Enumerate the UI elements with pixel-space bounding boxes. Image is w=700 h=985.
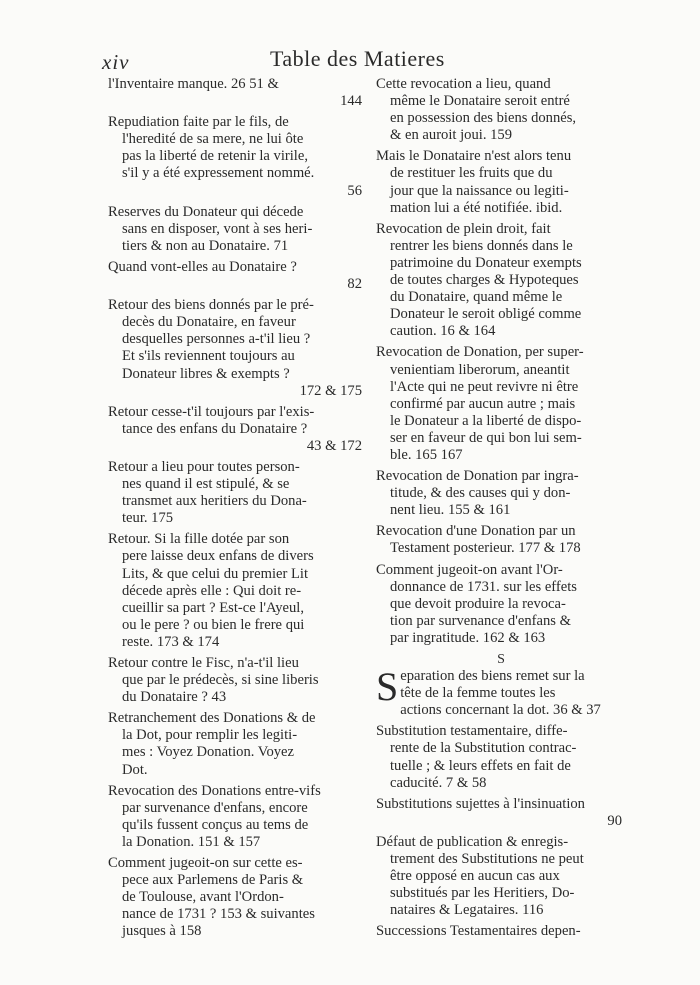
entry-line: tion par survenance d'enfans & bbox=[390, 612, 571, 629]
entry-line: tuelle ; & leurs effets en fait de bbox=[390, 757, 571, 774]
entry-line: jour que la naissance ou legiti- bbox=[390, 182, 569, 199]
entry-line: Quand vont-elles au Donataire ? bbox=[108, 258, 297, 275]
entry-line: de restituer les fruits que du bbox=[390, 165, 553, 182]
index-entry bbox=[108, 404, 366, 455]
entry-line: caducité. 7 & 58 bbox=[390, 774, 487, 791]
entry-line: cueillir sa part ? Est-ce l'Ayeul, bbox=[122, 599, 305, 616]
entry-line: Retour des biens donnés par le pré- bbox=[108, 297, 314, 314]
entry-line: 82 bbox=[347, 276, 362, 293]
entry-line: la Dot, pour remplir les legiti- bbox=[122, 727, 298, 744]
entry-line: actions concernant la dot. 36 & 37 bbox=[400, 702, 601, 719]
entry-line: Retour contre le Fisc, n'a-t'il lieu bbox=[108, 655, 299, 671]
index-entry bbox=[108, 459, 366, 527]
entry-line: Repudiation faite par le fils, de bbox=[108, 114, 289, 131]
index-entry bbox=[108, 710, 366, 778]
entry-line: Retour. Si la fille dotée par son bbox=[108, 531, 290, 548]
entry-line: donnance de 1731. sur les effets bbox=[390, 578, 577, 595]
right-column bbox=[376, 76, 626, 945]
entry-line: pas la liberté de retenir la virile, bbox=[122, 148, 308, 165]
entry-line: du Donataire ? 43 bbox=[122, 689, 227, 706]
entry-line: pece aux Parlemens de Paris & bbox=[122, 872, 304, 889]
entry-line: Substitution testamentaire, diffe- bbox=[376, 723, 568, 740]
index-entry bbox=[108, 259, 366, 293]
index-entry bbox=[376, 523, 626, 557]
index-entry bbox=[376, 562, 626, 647]
entry-line: Reserves du Donateur qui décede bbox=[108, 203, 304, 220]
entry-line: ou le pere ? ou bien le frere qui bbox=[122, 616, 305, 633]
entry-line: Revocation de Donation, per super- bbox=[376, 344, 584, 361]
running-head: Table des Matieres bbox=[270, 46, 445, 71]
entry-line: Retour cesse-t'il toujours par l'exis- bbox=[108, 403, 315, 420]
entry-line: ser en faveur de qui bon lui sem- bbox=[390, 429, 582, 446]
entry-line: Revocation des Donations entre-vifs bbox=[108, 782, 321, 799]
entry-line: le Donateur a la liberté de dispo- bbox=[390, 412, 582, 429]
entry-line: s'il y a été expressement nommé. bbox=[122, 165, 315, 182]
entry-line: Retour a lieu pour toutes person- bbox=[108, 458, 300, 475]
entry-line: Comment jugeoit-on avant l'Or- bbox=[376, 561, 563, 578]
entry-line: 56 bbox=[347, 182, 362, 199]
entry-line: jusques à 158 bbox=[122, 923, 202, 940]
entry-line: Défaut de publication & enregis- bbox=[376, 833, 569, 850]
index-entry bbox=[108, 655, 366, 706]
entry-line: l'Inventaire manque. 26 51 & bbox=[108, 76, 279, 92]
entry-line: mation lui a été notifiée. ibid. bbox=[390, 199, 563, 216]
entry-line: Cette revocation a lieu, quand bbox=[376, 76, 551, 92]
left-column bbox=[108, 76, 366, 945]
entry-line: que par le prédecès, si sine liberis bbox=[122, 672, 319, 689]
entry-line: eparation des biens remet sur la bbox=[400, 668, 585, 685]
entry-line: Revocation de Donation par ingra- bbox=[376, 468, 579, 485]
index-entry bbox=[108, 783, 366, 851]
index-entry bbox=[376, 468, 626, 519]
index-entry bbox=[376, 923, 626, 940]
drop-cap: S bbox=[376, 664, 399, 710]
section-s bbox=[376, 664, 626, 940]
entry-line: rentrer les biens donnés dans le bbox=[390, 237, 573, 254]
entry-line: ble. 165 167 bbox=[390, 446, 463, 463]
entry-line: tiers & non au Donataire. 71 bbox=[122, 237, 289, 254]
entry-line: confirmé par aucun autre ; mais bbox=[390, 395, 576, 412]
entry-line: Successions Testamentaires depen- bbox=[376, 923, 581, 940]
entry-line: nes quand il est stipulé, & se bbox=[122, 476, 290, 493]
entry-line: Lits, & que celui du premier Lit bbox=[122, 565, 309, 582]
entry-line: & en auroit joui. 159 bbox=[390, 127, 513, 144]
entry-line: Donateur le seroit obligé comme bbox=[390, 306, 582, 323]
entry-line: décede après elle : Qui doit re- bbox=[122, 582, 302, 599]
entry-line: 90 bbox=[607, 812, 622, 829]
entry-line: reste. 173 & 174 bbox=[122, 633, 220, 650]
entry-line: de toutes charges & Hypoteques bbox=[390, 272, 579, 289]
entry-line: desquelles personnes a-t'il lieu ? bbox=[122, 331, 311, 348]
entry-line: Dot. bbox=[122, 761, 148, 778]
entry-line: Donateur libres & exempts ? bbox=[122, 365, 290, 382]
entry-line: l'heredité de sa mere, ne lui ôte bbox=[122, 131, 304, 148]
index-entry bbox=[376, 796, 626, 830]
entry-line: du Donataire, quand même le bbox=[390, 289, 563, 306]
entry-line: 144 bbox=[340, 93, 362, 110]
index-entry bbox=[376, 664, 626, 719]
entry-line: 172 & 175 bbox=[299, 382, 362, 399]
index-entry bbox=[108, 76, 366, 110]
entry-line: Revocation d'une Donation par un bbox=[376, 523, 576, 540]
entry-line: nent lieu. 155 & 161 bbox=[390, 502, 511, 519]
entry-line: Comment jugeoit-on sur cette es- bbox=[108, 855, 303, 872]
entry-line: decès du Donataire, en faveur bbox=[122, 314, 296, 331]
entry-line: transmet aux heritiers du Dona- bbox=[122, 493, 307, 510]
entry-line: teur. 175 bbox=[122, 510, 174, 527]
entry-line: 43 & 172 bbox=[306, 437, 362, 454]
entry-line: qu'ils fussent conçus au tems de bbox=[122, 816, 309, 833]
index-entry bbox=[108, 114, 366, 199]
entry-line: Et s'ils reviennent toujours au bbox=[122, 348, 295, 365]
entry-line: par survenance d'enfans, encore bbox=[122, 799, 308, 816]
index-entry bbox=[376, 76, 626, 144]
entry-line: Retranchement des Donations & de bbox=[108, 710, 316, 727]
entry-line: de Toulouse, avant l'Ordon- bbox=[122, 889, 284, 906]
entry-line: l'Acte qui ne peut revivre ni être bbox=[390, 378, 579, 395]
entry-line: mes : Voyez Donation. Voyez bbox=[122, 744, 295, 761]
section-letter: S bbox=[497, 652, 505, 667]
entry-line: Mais le Donataire n'est alors tenu bbox=[376, 148, 572, 165]
index-entry bbox=[376, 834, 626, 919]
page-number: xiv bbox=[102, 50, 130, 74]
entry-line: nance de 1731 ? 153 & suivantes bbox=[122, 906, 315, 923]
entry-line: tête de la femme toutes les bbox=[400, 685, 556, 702]
entry-line: sans en disposer, vont à ses heri- bbox=[122, 220, 313, 237]
entry-line: titude, & des causes qui y don- bbox=[390, 485, 571, 502]
index-entry bbox=[376, 344, 626, 464]
index-entry bbox=[108, 855, 366, 940]
entry-line: patrimoine du Donateur exempts bbox=[390, 254, 582, 271]
entry-line: venientiam liberorum, aneantit bbox=[390, 361, 570, 378]
entry-line: nataires & Legataires. 116 bbox=[390, 902, 544, 919]
entry-line: que devoit produire la revoca- bbox=[390, 595, 566, 612]
index-entry bbox=[108, 297, 366, 400]
entry-line: par ingratitude. 162 & 163 bbox=[390, 629, 546, 646]
entry-line: même le Donataire seroit entré bbox=[390, 93, 570, 110]
index-entry bbox=[108, 531, 366, 651]
entry-line: pere laisse deux enfans de divers bbox=[122, 548, 314, 565]
entry-line: être opposé en aucun cas aux bbox=[390, 868, 560, 885]
index-entry bbox=[376, 148, 626, 216]
entry-line: trement des Substitutions ne peut bbox=[390, 851, 584, 868]
entry-line: substitués par les Heritiers, Do- bbox=[390, 885, 575, 902]
entry-line: caution. 16 & 164 bbox=[390, 323, 496, 340]
entry-line: Substitutions sujettes à l'insinuation bbox=[376, 795, 585, 812]
index-entry bbox=[376, 221, 626, 341]
index-entry bbox=[376, 723, 626, 791]
index-entry bbox=[108, 204, 366, 255]
entry-line: rente de la Substitution contrac- bbox=[390, 740, 577, 757]
entry-line: Testament posterieur. 177 & 178 bbox=[390, 540, 581, 557]
entry-line: tance des enfans du Donataire ? bbox=[122, 420, 308, 437]
entry-line: la Donation. 151 & 157 bbox=[122, 833, 261, 850]
entry-line: en possession des biens donnés, bbox=[390, 110, 577, 127]
entry-line: Revocation de plein droit, fait bbox=[376, 220, 551, 237]
